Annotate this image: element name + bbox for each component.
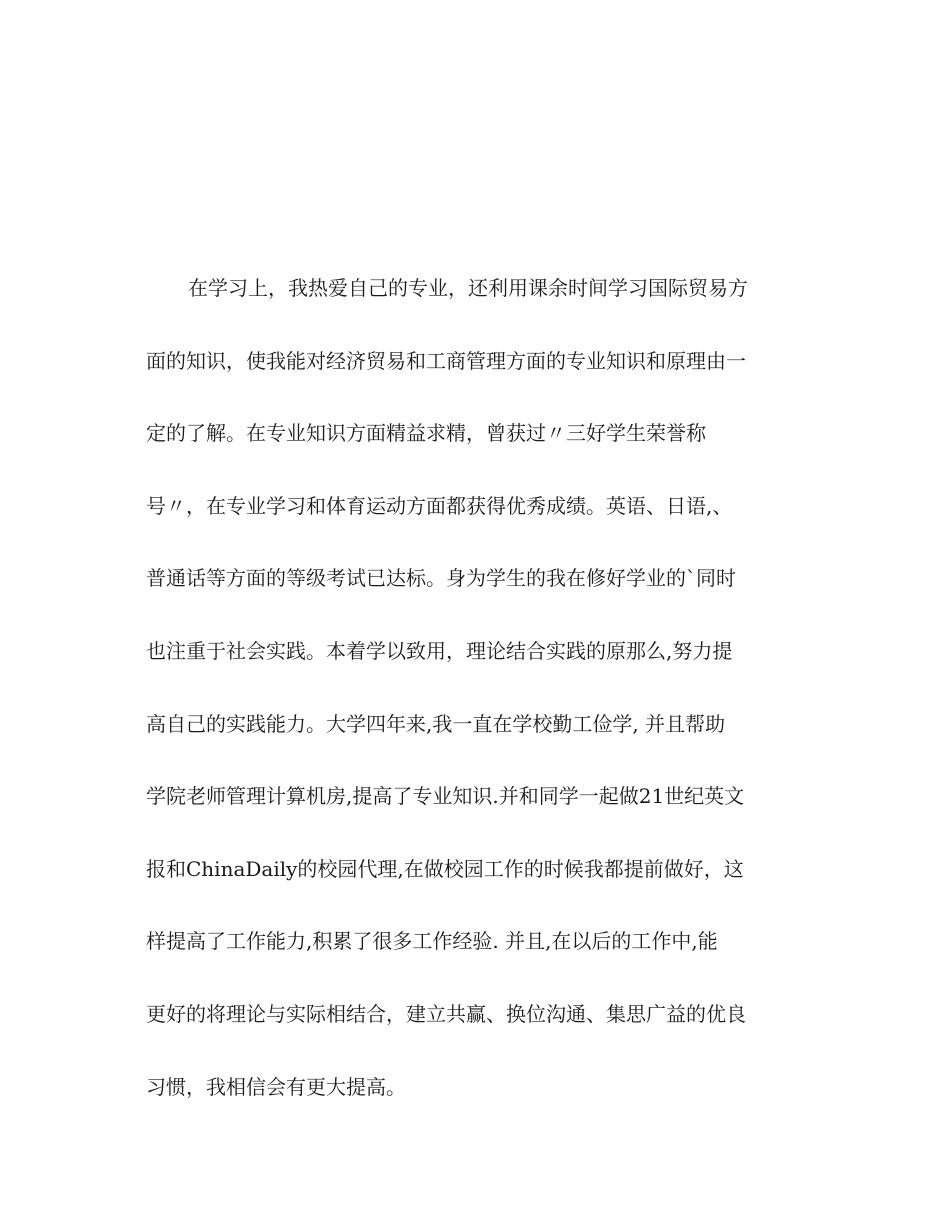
paragraph-line-10: 样提高了工作能力,积累了很多工作经验. 并且,在以后的工作中,能 bbox=[146, 929, 718, 954]
paragraph-line-9: 报和ChinaDaily的校园代理,在做校园工作的时候我都提前做好，这 bbox=[146, 856, 744, 881]
paragraph-line-12: 习惯，我相信会有更大提高。 bbox=[146, 1074, 406, 1099]
paragraph-line-11: 更好的将理论与实际相结合，建立共赢、换位沟通、集思广益的优良 bbox=[146, 1001, 746, 1026]
paragraph-line-5: 普通话等方面的等级考试已达标。身为学生的我在修好学业的`同时 bbox=[146, 566, 736, 591]
paragraph-line-7: 高自己的实践能力。大学四年来,我一直在学校勤工俭学, 并且帮助 bbox=[146, 711, 726, 736]
paragraph-line-4: 号〃，在专业学习和体育运动方面都获得优秀成绩。英语、日语,、 bbox=[146, 493, 733, 518]
body-paragraph bbox=[146, 270, 826, 1141]
paragraph-line-6: 也注重于社会实践。本着学以致用，理论结合实践的原那么,努力提 bbox=[146, 638, 733, 663]
paragraph-line-3: 定的了解。在专业知识方面精益求精，曾获过〃三好学生荣誉称 bbox=[146, 421, 706, 446]
paragraph-line-1: 在学习上，我热爱自己的专业，还利用课余时间学习国际贸易方 bbox=[188, 276, 748, 300]
paragraph-line-8: 学院老师管理计算机房,提高了专业知识.并和同学一起做21世纪英文 bbox=[146, 784, 745, 809]
paragraph-line-2: 面的知识，使我能对经济贸易和工商管理方面的专业知识和原理由一 bbox=[146, 348, 746, 373]
